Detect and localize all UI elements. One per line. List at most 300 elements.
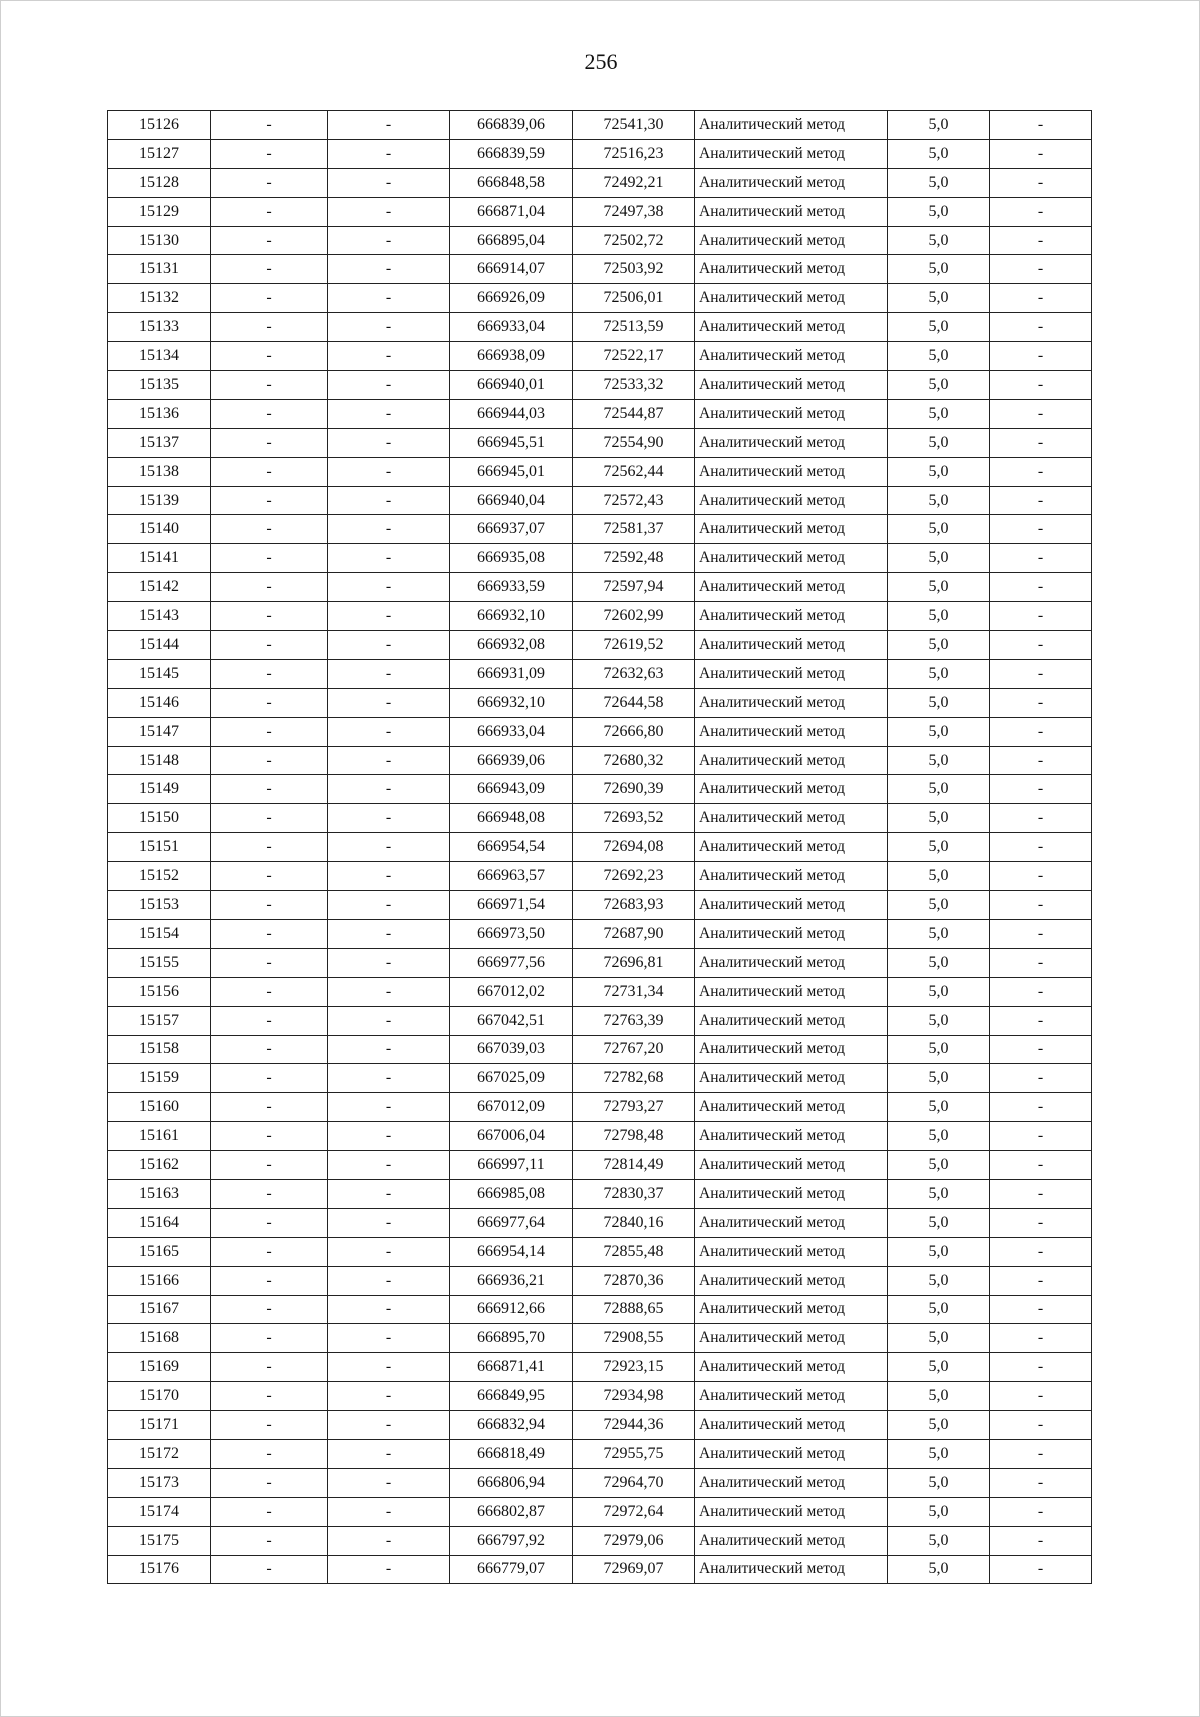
x-coordinate-cell: 667039,03 bbox=[450, 1035, 573, 1064]
empty-x-cell: - bbox=[211, 1324, 328, 1353]
x-coordinate-cell: 666939,06 bbox=[450, 746, 573, 775]
x-coordinate-cell: 666940,04 bbox=[450, 486, 573, 515]
empty-x-cell: - bbox=[211, 428, 328, 457]
method-cell: Аналитический метод bbox=[695, 544, 888, 573]
point-number-cell: 15126 bbox=[108, 111, 211, 140]
empty-x-cell: - bbox=[211, 833, 328, 862]
empty-y-cell: - bbox=[328, 1093, 450, 1122]
empty-y-cell: - bbox=[328, 891, 450, 920]
description-cell: - bbox=[990, 977, 1092, 1006]
table-row bbox=[108, 573, 1092, 602]
y-coordinate-cell: 72969,07 bbox=[573, 1555, 695, 1584]
method-cell: Аналитический метод bbox=[695, 833, 888, 862]
empty-y-cell: - bbox=[328, 602, 450, 631]
point-number-cell: 15138 bbox=[108, 457, 211, 486]
description-cell: - bbox=[990, 226, 1092, 255]
empty-x-cell: - bbox=[211, 1035, 328, 1064]
point-number-cell: 15155 bbox=[108, 948, 211, 977]
point-number-cell: 15131 bbox=[108, 255, 211, 284]
accuracy-cell: 5,0 bbox=[888, 486, 990, 515]
empty-y-cell: - bbox=[328, 573, 450, 602]
y-coordinate-cell: 72693,52 bbox=[573, 804, 695, 833]
point-number-cell: 15135 bbox=[108, 371, 211, 400]
empty-y-cell: - bbox=[328, 1237, 450, 1266]
accuracy-cell: 5,0 bbox=[888, 775, 990, 804]
accuracy-cell: 5,0 bbox=[888, 1006, 990, 1035]
accuracy-cell: 5,0 bbox=[888, 1468, 990, 1497]
accuracy-cell: 5,0 bbox=[888, 891, 990, 920]
y-coordinate-cell: 72964,70 bbox=[573, 1468, 695, 1497]
description-cell: - bbox=[990, 1295, 1092, 1324]
empty-x-cell: - bbox=[211, 313, 328, 342]
x-coordinate-cell: 666977,64 bbox=[450, 1208, 573, 1237]
empty-x-cell: - bbox=[211, 659, 328, 688]
x-coordinate-cell: 666936,21 bbox=[450, 1266, 573, 1295]
empty-x-cell: - bbox=[211, 139, 328, 168]
method-cell: Аналитический метод bbox=[695, 631, 888, 660]
empty-y-cell: - bbox=[328, 284, 450, 313]
method-cell: Аналитический метод bbox=[695, 428, 888, 457]
x-coordinate-cell: 666802,87 bbox=[450, 1497, 573, 1526]
y-coordinate-cell: 72602,99 bbox=[573, 602, 695, 631]
empty-y-cell: - bbox=[328, 948, 450, 977]
y-coordinate-cell: 72506,01 bbox=[573, 284, 695, 313]
table-row bbox=[108, 833, 1092, 862]
description-cell: - bbox=[990, 1179, 1092, 1208]
empty-x-cell: - bbox=[211, 1266, 328, 1295]
method-cell: Аналитический метод bbox=[695, 1122, 888, 1151]
table-row bbox=[108, 111, 1092, 140]
empty-x-cell: - bbox=[211, 168, 328, 197]
x-coordinate-cell: 666985,08 bbox=[450, 1179, 573, 1208]
x-coordinate-cell: 666832,94 bbox=[450, 1411, 573, 1440]
method-cell: Аналитический метод bbox=[695, 1208, 888, 1237]
accuracy-cell: 5,0 bbox=[888, 573, 990, 602]
empty-x-cell: - bbox=[211, 1208, 328, 1237]
x-coordinate-cell: 666933,04 bbox=[450, 717, 573, 746]
point-number-cell: 15176 bbox=[108, 1555, 211, 1584]
description-cell: - bbox=[990, 1208, 1092, 1237]
empty-y-cell: - bbox=[328, 1122, 450, 1151]
description-cell: - bbox=[990, 371, 1092, 400]
empty-y-cell: - bbox=[328, 197, 450, 226]
empty-y-cell: - bbox=[328, 659, 450, 688]
table-row bbox=[108, 775, 1092, 804]
y-coordinate-cell: 72793,27 bbox=[573, 1093, 695, 1122]
empty-x-cell: - bbox=[211, 284, 328, 313]
accuracy-cell: 5,0 bbox=[888, 659, 990, 688]
method-cell: Аналитический метод bbox=[695, 891, 888, 920]
table-row bbox=[108, 197, 1092, 226]
method-cell: Аналитический метод bbox=[695, 139, 888, 168]
table-row bbox=[108, 1439, 1092, 1468]
y-coordinate-cell: 72934,98 bbox=[573, 1382, 695, 1411]
point-number-cell: 15160 bbox=[108, 1093, 211, 1122]
y-coordinate-cell: 72782,68 bbox=[573, 1064, 695, 1093]
y-coordinate-cell: 72572,43 bbox=[573, 486, 695, 515]
accuracy-cell: 5,0 bbox=[888, 515, 990, 544]
accuracy-cell: 5,0 bbox=[888, 1179, 990, 1208]
empty-y-cell: - bbox=[328, 1555, 450, 1584]
point-number-cell: 15174 bbox=[108, 1497, 211, 1526]
x-coordinate-cell: 666945,01 bbox=[450, 457, 573, 486]
table-row bbox=[108, 948, 1092, 977]
empty-x-cell: - bbox=[211, 1411, 328, 1440]
empty-x-cell: - bbox=[211, 515, 328, 544]
description-cell: - bbox=[990, 1122, 1092, 1151]
y-coordinate-cell: 72683,93 bbox=[573, 891, 695, 920]
description-cell: - bbox=[990, 1382, 1092, 1411]
table-row bbox=[108, 342, 1092, 371]
table-row bbox=[108, 1526, 1092, 1555]
accuracy-cell: 5,0 bbox=[888, 688, 990, 717]
coordinates-table bbox=[107, 110, 1092, 1584]
empty-x-cell: - bbox=[211, 342, 328, 371]
point-number-cell: 15139 bbox=[108, 486, 211, 515]
y-coordinate-cell: 72870,36 bbox=[573, 1266, 695, 1295]
method-cell: Аналитический метод bbox=[695, 342, 888, 371]
x-coordinate-cell: 666839,59 bbox=[450, 139, 573, 168]
empty-x-cell: - bbox=[211, 226, 328, 255]
accuracy-cell: 5,0 bbox=[888, 1035, 990, 1064]
empty-x-cell: - bbox=[211, 197, 328, 226]
table-row bbox=[108, 804, 1092, 833]
accuracy-cell: 5,0 bbox=[888, 1555, 990, 1584]
y-coordinate-cell: 72694,08 bbox=[573, 833, 695, 862]
y-coordinate-cell: 72541,30 bbox=[573, 111, 695, 140]
empty-y-cell: - bbox=[328, 775, 450, 804]
point-number-cell: 15170 bbox=[108, 1382, 211, 1411]
method-cell: Аналитический метод bbox=[695, 1266, 888, 1295]
description-cell: - bbox=[990, 602, 1092, 631]
x-coordinate-cell: 666963,57 bbox=[450, 862, 573, 891]
accuracy-cell: 5,0 bbox=[888, 717, 990, 746]
description-cell: - bbox=[990, 919, 1092, 948]
description-cell: - bbox=[990, 573, 1092, 602]
method-cell: Аналитический метод bbox=[695, 168, 888, 197]
empty-y-cell: - bbox=[328, 515, 450, 544]
accuracy-cell: 5,0 bbox=[888, 457, 990, 486]
x-coordinate-cell: 666849,95 bbox=[450, 1382, 573, 1411]
y-coordinate-cell: 72908,55 bbox=[573, 1324, 695, 1353]
table-row bbox=[108, 1122, 1092, 1151]
accuracy-cell: 5,0 bbox=[888, 1064, 990, 1093]
point-number-cell: 15130 bbox=[108, 226, 211, 255]
x-coordinate-cell: 667025,09 bbox=[450, 1064, 573, 1093]
method-cell: Аналитический метод bbox=[695, 1006, 888, 1035]
table-row bbox=[108, 1006, 1092, 1035]
x-coordinate-cell: 666779,07 bbox=[450, 1555, 573, 1584]
table-row bbox=[108, 168, 1092, 197]
method-cell: Аналитический метод bbox=[695, 602, 888, 631]
description-cell: - bbox=[990, 342, 1092, 371]
x-coordinate-cell: 666926,09 bbox=[450, 284, 573, 313]
accuracy-cell: 5,0 bbox=[888, 255, 990, 284]
table-row bbox=[108, 428, 1092, 457]
empty-y-cell: - bbox=[328, 313, 450, 342]
point-number-cell: 15165 bbox=[108, 1237, 211, 1266]
empty-y-cell: - bbox=[328, 833, 450, 862]
x-coordinate-cell: 666971,54 bbox=[450, 891, 573, 920]
accuracy-cell: 5,0 bbox=[888, 1151, 990, 1180]
description-cell: - bbox=[990, 486, 1092, 515]
x-coordinate-cell: 666932,08 bbox=[450, 631, 573, 660]
description-cell: - bbox=[990, 168, 1092, 197]
empty-x-cell: - bbox=[211, 717, 328, 746]
table-row bbox=[108, 1093, 1092, 1122]
x-coordinate-cell: 666932,10 bbox=[450, 602, 573, 631]
method-cell: Аналитический метод bbox=[695, 399, 888, 428]
method-cell: Аналитический метод bbox=[695, 948, 888, 977]
description-cell: - bbox=[990, 717, 1092, 746]
description-cell: - bbox=[990, 688, 1092, 717]
point-number-cell: 15140 bbox=[108, 515, 211, 544]
description-cell: - bbox=[990, 515, 1092, 544]
point-number-cell: 15127 bbox=[108, 139, 211, 168]
point-number-cell: 15167 bbox=[108, 1295, 211, 1324]
point-number-cell: 15145 bbox=[108, 659, 211, 688]
x-coordinate-cell: 666797,92 bbox=[450, 1526, 573, 1555]
description-cell: - bbox=[990, 1324, 1092, 1353]
point-number-cell: 15134 bbox=[108, 342, 211, 371]
empty-x-cell: - bbox=[211, 775, 328, 804]
table-row bbox=[108, 631, 1092, 660]
empty-x-cell: - bbox=[211, 631, 328, 660]
empty-y-cell: - bbox=[328, 1208, 450, 1237]
y-coordinate-cell: 72767,20 bbox=[573, 1035, 695, 1064]
point-number-cell: 15153 bbox=[108, 891, 211, 920]
accuracy-cell: 5,0 bbox=[888, 226, 990, 255]
empty-x-cell: - bbox=[211, 1526, 328, 1555]
method-cell: Аналитический метод bbox=[695, 1526, 888, 1555]
method-cell: Аналитический метод bbox=[695, 515, 888, 544]
method-cell: Аналитический метод bbox=[695, 1497, 888, 1526]
method-cell: Аналитический метод bbox=[695, 255, 888, 284]
y-coordinate-cell: 72544,87 bbox=[573, 399, 695, 428]
empty-x-cell: - bbox=[211, 1237, 328, 1266]
empty-y-cell: - bbox=[328, 1526, 450, 1555]
description-cell: - bbox=[990, 139, 1092, 168]
y-coordinate-cell: 72497,38 bbox=[573, 197, 695, 226]
empty-y-cell: - bbox=[328, 746, 450, 775]
empty-x-cell: - bbox=[211, 1353, 328, 1382]
description-cell: - bbox=[990, 313, 1092, 342]
point-number-cell: 15171 bbox=[108, 1411, 211, 1440]
description-cell: - bbox=[990, 891, 1092, 920]
x-coordinate-cell: 666935,08 bbox=[450, 544, 573, 573]
description-cell: - bbox=[990, 457, 1092, 486]
x-coordinate-cell: 666932,10 bbox=[450, 688, 573, 717]
x-coordinate-cell: 666871,41 bbox=[450, 1353, 573, 1382]
description-cell: - bbox=[990, 659, 1092, 688]
x-coordinate-cell: 666944,03 bbox=[450, 399, 573, 428]
empty-y-cell: - bbox=[328, 1439, 450, 1468]
accuracy-cell: 5,0 bbox=[888, 862, 990, 891]
description-cell: - bbox=[990, 111, 1092, 140]
empty-x-cell: - bbox=[211, 1093, 328, 1122]
point-number-cell: 15159 bbox=[108, 1064, 211, 1093]
x-coordinate-cell: 666931,09 bbox=[450, 659, 573, 688]
empty-y-cell: - bbox=[328, 1151, 450, 1180]
x-coordinate-cell: 666806,94 bbox=[450, 1468, 573, 1497]
method-cell: Аналитический метод bbox=[695, 1035, 888, 1064]
y-coordinate-cell: 72492,21 bbox=[573, 168, 695, 197]
accuracy-cell: 5,0 bbox=[888, 804, 990, 833]
empty-y-cell: - bbox=[328, 1353, 450, 1382]
x-coordinate-cell: 666895,70 bbox=[450, 1324, 573, 1353]
table-row bbox=[108, 486, 1092, 515]
table-row bbox=[108, 659, 1092, 688]
point-number-cell: 15132 bbox=[108, 284, 211, 313]
description-cell: - bbox=[990, 1439, 1092, 1468]
description-cell: - bbox=[990, 399, 1092, 428]
empty-x-cell: - bbox=[211, 977, 328, 1006]
y-coordinate-cell: 72687,90 bbox=[573, 919, 695, 948]
point-number-cell: 15146 bbox=[108, 688, 211, 717]
empty-y-cell: - bbox=[328, 977, 450, 1006]
y-coordinate-cell: 72955,75 bbox=[573, 1439, 695, 1468]
point-number-cell: 15158 bbox=[108, 1035, 211, 1064]
method-cell: Аналитический метод bbox=[695, 111, 888, 140]
table-row bbox=[108, 602, 1092, 631]
empty-x-cell: - bbox=[211, 1497, 328, 1526]
table-row bbox=[108, 977, 1092, 1006]
point-number-cell: 15136 bbox=[108, 399, 211, 428]
table-row bbox=[108, 226, 1092, 255]
method-cell: Аналитический метод bbox=[695, 1468, 888, 1497]
y-coordinate-cell: 72830,37 bbox=[573, 1179, 695, 1208]
method-cell: Аналитический метод bbox=[695, 1353, 888, 1382]
table-row bbox=[108, 1324, 1092, 1353]
point-number-cell: 15173 bbox=[108, 1468, 211, 1497]
y-coordinate-cell: 72923,15 bbox=[573, 1353, 695, 1382]
y-coordinate-cell: 72503,92 bbox=[573, 255, 695, 284]
point-number-cell: 15143 bbox=[108, 602, 211, 631]
x-coordinate-cell: 666937,07 bbox=[450, 515, 573, 544]
accuracy-cell: 5,0 bbox=[888, 919, 990, 948]
method-cell: Аналитический метод bbox=[695, 1179, 888, 1208]
empty-y-cell: - bbox=[328, 862, 450, 891]
method-cell: Аналитический метод bbox=[695, 1324, 888, 1353]
accuracy-cell: 5,0 bbox=[888, 746, 990, 775]
empty-y-cell: - bbox=[328, 1497, 450, 1526]
accuracy-cell: 5,0 bbox=[888, 111, 990, 140]
empty-y-cell: - bbox=[328, 1035, 450, 1064]
empty-y-cell: - bbox=[328, 804, 450, 833]
accuracy-cell: 5,0 bbox=[888, 139, 990, 168]
y-coordinate-cell: 72619,52 bbox=[573, 631, 695, 660]
accuracy-cell: 5,0 bbox=[888, 168, 990, 197]
description-cell: - bbox=[990, 862, 1092, 891]
description-cell: - bbox=[990, 1035, 1092, 1064]
accuracy-cell: 5,0 bbox=[888, 428, 990, 457]
empty-x-cell: - bbox=[211, 688, 328, 717]
point-number-cell: 15133 bbox=[108, 313, 211, 342]
method-cell: Аналитический метод bbox=[695, 1237, 888, 1266]
empty-y-cell: - bbox=[328, 1382, 450, 1411]
y-coordinate-cell: 72592,48 bbox=[573, 544, 695, 573]
point-number-cell: 15151 bbox=[108, 833, 211, 862]
method-cell: Аналитический метод bbox=[695, 1439, 888, 1468]
x-coordinate-cell: 666945,51 bbox=[450, 428, 573, 457]
empty-y-cell: - bbox=[328, 1266, 450, 1295]
x-coordinate-cell: 666973,50 bbox=[450, 919, 573, 948]
x-coordinate-cell: 667012,02 bbox=[450, 977, 573, 1006]
empty-x-cell: - bbox=[211, 1151, 328, 1180]
description-cell: - bbox=[990, 833, 1092, 862]
y-coordinate-cell: 72972,64 bbox=[573, 1497, 695, 1526]
description-cell: - bbox=[990, 284, 1092, 313]
empty-y-cell: - bbox=[328, 1324, 450, 1353]
method-cell: Аналитический метод bbox=[695, 775, 888, 804]
accuracy-cell: 5,0 bbox=[888, 197, 990, 226]
empty-x-cell: - bbox=[211, 1064, 328, 1093]
point-number-cell: 15150 bbox=[108, 804, 211, 833]
y-coordinate-cell: 72554,90 bbox=[573, 428, 695, 457]
table-row bbox=[108, 1468, 1092, 1497]
method-cell: Аналитический метод bbox=[695, 1382, 888, 1411]
point-number-cell: 15128 bbox=[108, 168, 211, 197]
accuracy-cell: 5,0 bbox=[888, 399, 990, 428]
description-cell: - bbox=[990, 1555, 1092, 1584]
method-cell: Аналитический метод bbox=[695, 284, 888, 313]
accuracy-cell: 5,0 bbox=[888, 1237, 990, 1266]
accuracy-cell: 5,0 bbox=[888, 1266, 990, 1295]
accuracy-cell: 5,0 bbox=[888, 313, 990, 342]
table-row bbox=[108, 371, 1092, 400]
point-number-cell: 15166 bbox=[108, 1266, 211, 1295]
accuracy-cell: 5,0 bbox=[888, 1295, 990, 1324]
description-cell: - bbox=[990, 775, 1092, 804]
empty-x-cell: - bbox=[211, 457, 328, 486]
y-coordinate-cell: 72690,39 bbox=[573, 775, 695, 804]
y-coordinate-cell: 72731,34 bbox=[573, 977, 695, 1006]
method-cell: Аналитический метод bbox=[695, 688, 888, 717]
method-cell: Аналитический метод bbox=[695, 1295, 888, 1324]
table-row bbox=[108, 457, 1092, 486]
y-coordinate-cell: 72944,36 bbox=[573, 1411, 695, 1440]
empty-x-cell: - bbox=[211, 948, 328, 977]
empty-x-cell: - bbox=[211, 1122, 328, 1151]
empty-x-cell: - bbox=[211, 399, 328, 428]
x-coordinate-cell: 666954,54 bbox=[450, 833, 573, 862]
accuracy-cell: 5,0 bbox=[888, 1208, 990, 1237]
y-coordinate-cell: 72666,80 bbox=[573, 717, 695, 746]
y-coordinate-cell: 72513,59 bbox=[573, 313, 695, 342]
table-row bbox=[108, 1035, 1092, 1064]
empty-x-cell: - bbox=[211, 602, 328, 631]
description-cell: - bbox=[990, 544, 1092, 573]
accuracy-cell: 5,0 bbox=[888, 342, 990, 371]
y-coordinate-cell: 72680,32 bbox=[573, 746, 695, 775]
table-row bbox=[108, 746, 1092, 775]
method-cell: Аналитический метод bbox=[695, 457, 888, 486]
accuracy-cell: 5,0 bbox=[888, 371, 990, 400]
empty-x-cell: - bbox=[211, 919, 328, 948]
method-cell: Аналитический метод bbox=[695, 1555, 888, 1584]
table-row bbox=[108, 1353, 1092, 1382]
empty-x-cell: - bbox=[211, 891, 328, 920]
table-row bbox=[108, 1555, 1092, 1584]
x-coordinate-cell: 667012,09 bbox=[450, 1093, 573, 1122]
accuracy-cell: 5,0 bbox=[888, 1411, 990, 1440]
description-cell: - bbox=[990, 1526, 1092, 1555]
y-coordinate-cell: 72840,16 bbox=[573, 1208, 695, 1237]
x-coordinate-cell: 666818,49 bbox=[450, 1439, 573, 1468]
point-number-cell: 15148 bbox=[108, 746, 211, 775]
method-cell: Аналитический метод bbox=[695, 862, 888, 891]
point-number-cell: 15168 bbox=[108, 1324, 211, 1353]
